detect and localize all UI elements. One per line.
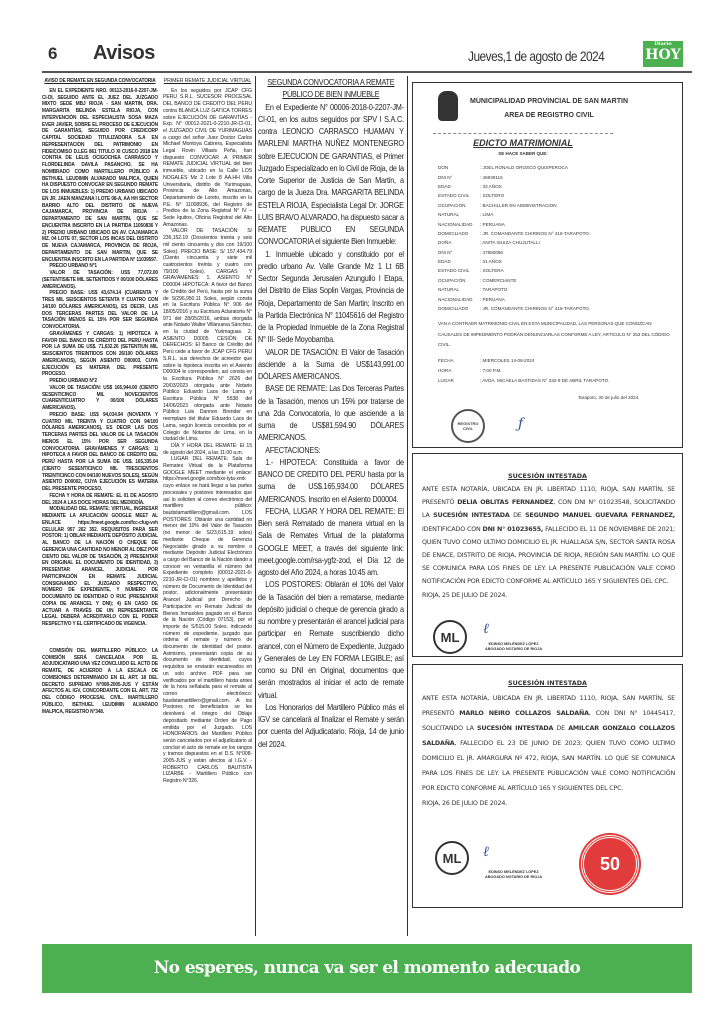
field-label: EDAD <box>438 259 451 265</box>
sucesion-intestada-box-1 <box>412 453 683 657</box>
field-row <box>438 365 678 375</box>
field-value: : AVDA. MICAELA BASTIDAS N° 332-9 DE ABRIL TARAPOTO. <box>480 377 610 383</box>
field-value: : JOEL RONALD OROSCO QUISPEROCA <box>480 165 568 171</box>
field-row <box>438 285 678 294</box>
field-value: : BACHILLER EN ADMINISTRACION <box>480 202 557 208</box>
logo-small-text: Diario <box>654 41 672 47</box>
field-label: FECHA <box>438 357 454 363</box>
column-divider <box>255 76 256 936</box>
notice-paragraph: VALOR DE TASACIÓN: US$ 77,072.00 (SETENTISIETE MIL SETENTIDOS Y 00/100 DÓLARES AMERICANOS). <box>42 270 158 290</box>
field-row <box>438 355 678 365</box>
field-label: DNI N° <box>438 249 453 255</box>
notice-paragraph: LUGAR DEL REMATE: Sala de Remates Virtual de la Plataforma GOOGLE MEET mediante el enlace: https://meet.google.com/bxx-tyta-xmk cuyo enlace se hará llegar a las partes procesales y postores interesados que así lo soliciten al correo electrónico del martillero público: bautistamartillero@gmail.com. LOS POSTORES: Oblarán una cantidad no menor del 10% del Valor de Tasación (no menor de S/23,615.19 soles) mediante Cheque de Gerencia Negociable girado a su nombre o mediante Depósito Judicial Electrónico a cargo del Banco de la Nación dando a conocer en ventanilla el número del Expediente completo (00012-2021-0-2210-JR-CI-01) nombres y apellidos y número de Documento de Identidad del postor, adicionalmente presentarán Arancel Judicial por Derecho de Participación en Remate Judicial de Bienes Inmuebles pagado en el Banco de la Nación (Código 07153), por el importe de S/515.00 Soles, indicando número de expediente, juzgado que ordena el remate y número de documento de identidad del postor. Asimismo, presentarán copia de su documento de identidad, cuyos requisitos se enviarán escaneados en un solo archivo PDF para ser verificados por el martillero hasta antes de la hora señalada para el remate al correo electrónico: bautistamartillero@gmail.com. A los Postores no beneficiados se les devolverá el íntegro del Oblaje depositado mediante Orden de Pago emitida por el Juzgado. LOS HONORARIOS del Martillero Público serán cancelados por el adjudicatario al concluir el acto de remate en los rangos y tramos dispuestos en el D.S. N°008-2005-JUS y están afectos al I.G.V. - ROBERTO CARLOS BAUTISTA LIZARBE - Martillero Público con Registro N°326. <box>163 456 252 785</box>
sucesion-text <box>422 483 675 589</box>
field-label: DOMICILIADO <box>438 230 469 236</box>
text-segment: , CON DNI N° 01023548, SOLICITANDO LA <box>422 499 676 520</box>
notice-paragraph: En los seguidos por JCAP CFG PERU S.R.L. SUCESOR PROCESAL DEL BANCO DE CREDITO DEL PERU contra BLANCA LUZ GATICA TORRES sobre EJECUCIÓN DE GARANTÍAS - Exp. N° 00012-2021-0-2210-JR-CI-01, el JUZGADO CIVIL DE YURIMAGUAS a cargo del señor Juez Doctor Carlos Michael Montoya Cabrera, Especialista Legal Rovin Villasis Peña, han dispuesto CONVOCAR A PRIMER REMATE JUDICIAL VIRTUAL del bien inmueble, ubicado en la Calle LOS NOGALES Mz 2 Lote 8 AA.HH Villa Universitaria, distrito de Yurimaguas, Provincia de Alto Amazonas, Departamento de Loreto, inscrito en la P.E. N° 11008936, del Registro de Predios de la Zona Registral N° IV – Sede Iquitos, Oficina Registral del Alto Amazonas. <box>163 87 252 228</box>
bold-name: SEGUNDO MANUEL GUEVARA FERNANDEZ, <box>525 512 675 520</box>
field-label: ESTADO CIVIL <box>438 193 470 199</box>
field-value: : 31 AÑOS <box>480 259 502 265</box>
field-row <box>438 210 678 219</box>
notice-paragraph: PRECIO BASE: US$ 43,674.14 (CUARENTA Y TRES MIL SEISCIENTOS SETENTA Y CUATRO CON 14/100 DÓLARES AMERICANOS), ES DECIR, LAS DOS TERCERAS PARTES DEL VALOR DE LA TASACIÓN MENOS EL 15% POR SER SEGUNDA CONVOCATORIA. <box>42 290 158 330</box>
notice-paragraph: Los Honorarios del Martillero Público más el IGV se cancelará al finalizar el Remate y serán por cuenta del Adjudicatario. Rioja, 14 de junio del 2024. <box>258 702 404 749</box>
bold-name: DNI N° 01023655, <box>482 525 544 533</box>
field-row <box>438 266 678 275</box>
notice-paragraph: AFECTACIONES: <box>265 445 321 455</box>
header-rule <box>42 71 692 73</box>
notary-role: ABOGADO NOTARIO DE RIOJA <box>485 875 543 879</box>
field-row <box>438 229 678 238</box>
edicto-subtitle: SE HACE SABER QUE: <box>498 151 548 156</box>
field-label: LUGAR <box>438 377 454 383</box>
edicto-notice: VAN A CONTRAER MATRIMONIO CIVIL EN ESTA MUNICIPALIDAD, LAS PERSONAS QUE CONOZCAN CAUSALES DE IMPEDIMENTO PODRÁN DENUNCIARLAS CONFORME A LEY, ARTICULO N° 253 DEL CÓDIGO CIVIL. <box>438 321 670 347</box>
registry-area: AREA DE REGISTRO CIVIL <box>504 112 594 119</box>
field-row <box>438 375 678 385</box>
edicto-title: EDICTO MATRIMONIAL <box>473 138 573 148</box>
text-segment: , CON DNI N° 10445417, SOLICITANDO LA <box>422 710 675 732</box>
notary-name <box>485 642 542 652</box>
field-row <box>438 294 678 303</box>
registry-seal: REGISTRO CIVIL <box>451 409 485 443</box>
field-value: : 7:00 P.M. <box>480 367 502 373</box>
logo-big-text: HOY <box>645 47 681 63</box>
field-label: HORA <box>438 367 452 373</box>
field-label: OCUPACIÓN <box>438 202 466 208</box>
bold-name: DELIA OBLITAS FERNANDEZ <box>457 499 554 507</box>
notary-red-seal-icon: 50 <box>581 835 639 893</box>
notice-paragraph: 1.- HIPOTECA: Constituida a favor de BANCO DE CREDITO DEL PERU hasta por la suma de US$.165,934.00 DÓLARES AMERICANOS. Inscrito en el Asiento D00004. <box>258 457 404 504</box>
field-value: : MIERCOLES 14-08-2024 <box>480 357 535 363</box>
notice-paragraph: 1. Inmueble ubicado y constituido por el predio urbano Av. Valle Grande Mz 1 Lt 6B Sector Segunda Jerusalen Azungullo I Etapa, del Distrito de Elias Soplin Vargas, Provincia de Rioja, Departamento de San Martin; Inscrito en la Partida Electrónica N° 11045616 del Registro de la Propiedad Inmueble de la Zona Registral N° III- Sede Moyobamba. <box>258 249 404 345</box>
text-segment: IDENTIFICADO CON <box>422 525 483 533</box>
sucesion-date: RIOJA, 26 DE JULIO DE 2024. <box>422 800 508 807</box>
field-label: DOMICILIADO <box>438 306 469 312</box>
field-label: NACIONALIDAD <box>438 221 473 227</box>
notary-role: ABOGADO NOTARIO DE RIOJA <box>485 647 543 651</box>
field-value: : JR. COMANDANTE CHIRINOS N° 416-TARAPOTO. <box>480 306 591 312</box>
notary-name-text: EDINSO MELÉNDEZ LÓPEZ <box>488 870 539 874</box>
notice-paragraph: LOS POSTORES: Oblarán el 10% del Valor de la Tasación del bien a rematarse, mediante depósito judicial o cheque de gerencia girado a su nombre y presentarán el arancel judicial para participar en Remate suscribiendo dicho arancel, con el Número de Expediente, Juzgado y Generales de Ley EN FORMA LEGIBLE; así como su DNI en Original, documentos que serán mostrados al iniciar el acto de remate virtual. <box>258 580 404 700</box>
edicto-matrimonial-box <box>412 82 683 448</box>
field-row <box>438 238 678 247</box>
field-label: OCUPACIÓN <box>438 277 466 283</box>
notice-segunda-convocatoria-inmueble <box>258 77 404 751</box>
notice-paragraph: COMISIÓN DEL MARTILLERO PÚBLICO: LA COMISIÓN SERÁ CANCELADA POR EL ADJUDICATARIO UNA VEZ CONCLUIDO EL ACTO DE REMATE, DE ACUERDO A LA ESCALA DE COMISIONES DETERMINADO EN EL ART. 18 DEL DECRETO SUPREMO N°008-2005-JUS Y ESTÁN AFECTOS AL IGV, CONCORDANTE CON EL ART. 732 DEL CÓDIGO PROCESAL CIVIL. MARTILLERO PÚBLICO, BETHUEL LEUDIMIN ALVARADO MALPICA, REGISTRO N°348. <box>42 647 158 715</box>
bold-name: SUCESIÓN INTESTADA <box>477 725 554 732</box>
notice-paragraph: FECHA Y HORA DE REMATE: EL 01 DE AGOSTO DEL 2024 A LAS DOCE HORAS DEL MEDIODÍA. <box>42 492 158 506</box>
newspaper-logo <box>643 41 683 67</box>
municipality-header <box>459 95 639 123</box>
sucesion-title: SUCESIÓN INTESTADA <box>508 679 587 687</box>
notice-paragraph: GRAVÁMENES Y CARGAS: 1) HIPOTECA A FAVOR DEL BANCO DE CRÉDITO DEL PERÚ HASTA POR LA SUMA DE US$. 71,632.26 (SETENTIUN MIL SEISCIENTOS TREINTIDOS CON 26/100 DÓLARES AMERICANOS), SEGÚN ASIENTO D00003, CUYA EJECUCIÓN ES MATERIA DEL PRESENTE PROCESO. <box>42 330 158 378</box>
field-label: DNI N° <box>438 174 453 180</box>
edicto-event <box>438 355 678 385</box>
text-segment: , FALLECIDO EL 23 DE JUNIO DE 2023; QUIEN TUVO COMO ULTIMO DOMICILIO EL JR. AMARGURA Nº 472, RIOJA, SAN MARTÍN. LO QUE SE COMUNICA PARA LOS FINES DE LEY. LA PRESENTE PUBLICACIÓN VALE COMO NOTIFICACIÓN POR EDICTO CONFORME AL ARTÍCULO 165 Y SIGUIENTES DEL CPC. <box>422 740 675 792</box>
notice-paragraph: En el Expediente N° 00006-2018-0-2207-JM-CI-01, en los autos seguidos por SPV I S.A.C. contra LEONCIO CARRASCO HUAMAN Y MARLENI MARTHA NUÑEZ MONTENEGRO sobre EJECUCION DE GARANTIAS, el Primer Juzgado Especializado en lo Civil de Rioja, de la Corte Superior de Justicia de San Martin, a cargo de la Jueza Dra. MARGARITA BELINDA ESTELA RIOJA, Especialista Legal Dr. JORGE LUIS BRAVO ALVARADO, ha dispuesto sacar a REMATE PUBLICO EN SEGUNDA CONVOCATORIA el siguiente Bien Inmueble: <box>258 102 404 247</box>
field-value: : LIMA <box>480 212 494 218</box>
text-segment: ANTE ESTA NOTARÍA, UBICADA EN JR. LIBERTAD 1110, RIOJA, SAN MARTÍN, SE PRESENTÓ <box>422 695 675 717</box>
text-segment: DE <box>509 512 526 520</box>
column-divider <box>407 76 408 936</box>
notice-paragraph: DÍA Y HORA DEL REMATE: El 15 de agosto del 2024, a las 11:00 a.m. <box>163 442 252 456</box>
page-number: 6 <box>48 44 58 63</box>
field-row <box>438 304 678 313</box>
footer-banner: No esperes, nunca va ser el momento adecuado <box>42 944 692 993</box>
field-value: : JR. COMANDANTE CHIRINOS N° 416-TARAPOTO. <box>480 230 591 236</box>
sucesion-intestada-box-2 <box>412 664 683 908</box>
field-row <box>438 172 678 181</box>
notice-paragraph: FECHA, LUGAR Y HORA DEL REMATE: El Bien será Rematado de manera virtual en la Sala de Remates Virtual de la plataforma GOOGLE MEET, a través del siguiente link: meet.google.com/rsa-ygfz-zod, el Día 12 de agosto del Año 2024, a horas 10:45 am. <box>258 506 404 577</box>
field-row <box>438 163 678 172</box>
notice-paragraph: VALOR DE TASACIÓN: El Valor de Tasación asciende a la Suma de US$143,991.00 DÓLARES AMERICANOS. <box>258 347 404 381</box>
notice-title: AVISO DE REMATE EN SEGUNDA CONVOCATORIA <box>44 78 156 84</box>
bold-name: SUCESIÓN INTESTADA <box>433 512 510 520</box>
municipal-crest-icon <box>438 91 458 121</box>
field-label: DON <box>438 165 449 171</box>
sucesion-body <box>422 691 675 811</box>
edicto-fields <box>438 163 678 313</box>
field-row <box>438 191 678 200</box>
field-row <box>438 182 678 191</box>
notary-seal-icon: ML <box>435 841 469 875</box>
field-value: : 47850066 <box>480 249 503 255</box>
field-row <box>438 219 678 228</box>
field-value: : ANITA ISUIZA CHUJUTALLI <box>480 240 540 246</box>
notice-paragraph: PREDIO URBANO N°2 <box>49 378 97 384</box>
field-label: ESTADO CIVIL <box>438 268 470 274</box>
notice-paragraph: EN EL EXPEDIENTE NRO. 00113-2016-0-2207-JM-CI-DI, SEGUIDO ANTE EL JUEZ DEL JUZGADO MIXTO SEDE MBJ RIOJA - SAN MARTIN, DRA. MARGARITA BELINDA ESTELA RIOJA, CON INTERVENCIÓN DEL ESPECIALISTA SOSA MAZA EVER JAVIER, SOBRE EL PROCESO DE EJECUCIÓN DE GARANTÍAS, SEGUIDO POR CREDICORP CAPITAL SOCIEDAD TITULIZADORA S.A EN REPRESENTACION DEL PATRIMONIO EN FIDEICOMISO D.LEG 861 TITULO XI CUSCO 2018 EN CONTRA DE LELIS OCIGOCHEA CARRASCO Y FLORDELINDA DAVILA PASANCHO, SE HA NOMBRADO COMO MARTILLERO PÚBLICO A BETHUEL LEUDIMIN ALVARADO MALPICA, QUIEN HA DISPUESTO CONVOCAR EN SEGUNDO REMATE DE LOS INMUEBLES: 1) PREDIO URBANO UBICADO EN JR. JAEN MANZANA I LOTE 08-A, AA HH SECTOR BARRIO ALTO DEL DISTRITO DE NUEVA CAJAMARCA, PROVINCIA DE RIOJA - DEPARTAMENTO DE SAN MARTIN, QUE SE ENCUENTRA INSCRITO EN LA PARTIDA 11050836 Y 2) PREDIO URBANO UBICADO EN AV. CAJAMARCA MZ. 04 LOTE 07, SECTOR LOS INCAS DEL DISTRITO DE NUEVA CAJAMARCA, PROVINCIA DE RIOJA, DEPARTAMENTO DE SAN MARTIN, QUE SE ENCUENTRA INSCRITO EN LA PARTIDA N° 11039597. <box>42 87 158 263</box>
notice-primer-remate-virtual <box>163 78 252 785</box>
field-label: NACIONALIDAD <box>438 296 473 302</box>
field-value: : 46839116 <box>480 174 503 180</box>
divider <box>433 133 613 134</box>
field-label: NATURAL <box>438 212 460 218</box>
notice-paragraph: BASE DE REMATE: Las Dos Terceras Partes de la Tasación, menos un 15% por tratarse de una 2da Convocatoria, lo que asciende a la suma de US$81,594.90 DÓLARES AMERICANOS. <box>258 384 404 443</box>
field-row <box>438 257 678 266</box>
sucesion-title: SUCESIÓN INTESTADA <box>508 472 587 480</box>
sucesion-text <box>422 691 675 796</box>
section-title: Avisos <box>93 42 155 64</box>
notary-name <box>485 870 542 880</box>
municipality-name: MUNICIPALIDAD PROVINCIAL DE SAN MARTIN <box>469 98 629 105</box>
field-value: : SOLTERA <box>480 268 504 274</box>
field-row <box>438 201 678 210</box>
sucesion-date: RIOJA, 25 DE JULIO DE 2024. <box>422 591 508 599</box>
edicto-place-date: Tarapoto, 30 de julio del 2024. <box>578 395 640 400</box>
field-value: : TARAPOTO <box>480 287 508 293</box>
notary-seal-icon: ML <box>433 620 467 654</box>
text-segment: FALLECIDO EL 11 DE NOVIEMBRE DE 2021; QUIEN TUVO COMO ULTIMO DOMICILIO EL JR. HUALLAGA S/N, SECTOR SANTA ROSA DE ENACE, DISTRITO DE RIOJA, PROVINCIA DE RIOJA, REGIÓN SAN MARTÍN. LO QUE SE COMUNICA PARA LOS FINES DE LEY. LA PRESENTE PUBLICACIÓN VALE COMO NOTIFICACIÓN POR EDICTO CONFORME AL ARTÍCULO 165 Y SIGUIENTES DEL CPC. <box>422 525 675 586</box>
sucesion-body <box>422 483 675 602</box>
notice-paragraph: MODALIDAD DEL REMATE: VIRTUAL, INGRESAR MEDIANTE LA APLICACIÓN GOOGLE MEET AL ENLACE https://meet.google.com/fcc-cfug-vvh CELULAR 957 262 352. REQUISITOS PARA SER POSTOR: 1) OBLAR MEDIANTE DEPÓSITO JUDICIAL AL BANCO DE LA NACIÓN O CHEQUE DE GERENCIA UNA CANTIDAD NO MENOR AL DIEZ POR CIENTO DEL VALOR DE TASACIÓN, 2) PRESENTAR EN ORIGINAL EL DOCUMENTO DE IDENTIDAD, 3) PRESENTAR ARANCEL JUDICIAL POR PARTICIPACIÓN EN REMATE JUDICIAL CONSIGNANDO EL JUZGADO RESPECTIVO, NÚMERO DE EXPEDIENTE, Y NÚMERO DE DOCUMENTO DE IDENTIDAD O RUC (PRESENTAR COPIA DE ARANCEL Y DNI); 4) EN CASO DE ACTUAR A TRAVÉS DE UN REPRESENTANTE LEGAL DEBERÁ ACREDITARLO CON EL PODER RESPECTIVO Y EL CERTIFICADO DE VIGENCIA. <box>42 506 158 627</box>
field-label: DOÑA <box>438 240 452 246</box>
notice-paragraph: VALOR DE TASACIÓN: US$ 165,944.00 (CIENTO SESENTICINCO MIL NOVECIENTOS CUARENTICUATRO Y 00/100 DÓLARES AMERICANOS). <box>42 384 158 411</box>
field-row <box>438 276 678 285</box>
field-label: EDAD <box>438 183 451 189</box>
signature: ℓ <box>483 621 489 637</box>
field-value: : COMERCIANTE <box>480 277 517 283</box>
text-segment: ANTE ESTA NOTARÍA, UBICADA EN JR. LIBERTAD 1110, RIOJA, SAN MARTÍN, SE PRESENTÓ <box>422 486 675 507</box>
field-value: : SOLTERO <box>480 193 505 199</box>
notice-title: SEGUNDA CONVOCATORIA A REMATE PÚBLICO DE BIEN INMUEBLE <box>267 78 395 100</box>
bold-name: MARLO NEIRO COLLAZOS SALDAÑA <box>459 710 589 717</box>
notice-paragraph: PRECIO URBANO N°1 <box>49 263 97 270</box>
signature: ƒ <box>518 416 524 432</box>
notice-remate-segunda-convocatoria <box>42 78 158 715</box>
publication-date: Jueves,1 de agosto de 2024 <box>468 48 605 64</box>
field-value: : 33 AÑOS <box>480 183 502 189</box>
text-segment: DE <box>553 725 569 732</box>
field-value: : PERUANA <box>480 296 505 302</box>
field-row <box>438 248 678 257</box>
notice-paragraph: PRECIO BASE: US$ 94,034.94 (NOVENTA Y CUATRO MIL TREINTA Y CUATRO CON 94/100 DÓLARES AMERICANOS), ES DECIR LAS DOS TERCERAS PARTES DEL VALOR DE LA TASACIÓN MENOS EL 15% POR SER SEGUNDA CONVOCATORIA. GRAVÁMENES Y CARGAS: 1) HIPOTECA A FAVOR DEL BANCO DE CRÉDITO DEL PERÚ HASTA POR LA SUMA DE US$. 165,335.04 (CIENTO SESENTICINCO MIL TRESCIENTOS TREINTICINCO CON 04/100 NUEVOS SOLES), SEGÚN ASIENTO D00002, CUYA EJECUCIÓN ES MATERIA DEL PRESENTE PROCESO. <box>42 411 158 492</box>
field-label: NATURAL <box>438 287 460 293</box>
notary-name-text: EDINSO MELÉNDEZ LÓPEZ <box>488 642 539 646</box>
notice-paragraph: VALOR DE TASACIÓN: S/ 236,152.19 (Doscientos treinta y seis mil ciento cincuenta y dos con 19/100 Soles). PRECIO BASE: S/ 157,434.79 (Ciento cincuenta y siete mil cuatrocientos treinta y cuatro con 79/100 Soles). CARGAS Y GRAVÁMENES: 1. ASIENTO N° D00004 HIPOTECA: A favor del Banco de Crédito del Perú, hasta por la suma de S/296,950.11 Soles, según consta en la Escritura Pública N° 906 del 18/05/2016 y su Escritura Aclaratoria N° 971 del 28/05/2016, ambas otorgada ante Notario Walter Villanueva Sánchez, en la ciudad de Yurimaguas. 2. ASIENTO D0005 CESIÓN DE DERECHOS: El Banco de Crédito del Perú cede a favor de JCAP CFG PERU S.R.L. sus derechos de acreedor que sobre la hipoteca inscrita en el Asiento D00004 le corresponden, así consta en la Escritura Pública N° 2626 del 20/03/2023 otorgada ante Notario Público Eduardo Laos de Lama y Escritura Pública N° 5538 del 14/06/2023 otorgada ante Notario Público Luis Dannon Brender en reemplazo del titular Eduardo Laos de Lama, según licencia concedida por el Colegio de Notarios de Lima, en la ciudad de Lima. <box>163 228 252 443</box>
bold-name: AMILCAR GONZALO COLLAZOS SALDAÑA <box>422 725 675 747</box>
signature: ℓ <box>483 844 489 860</box>
notice-title: PRIMER REMATE JUDICIAL VIRTUAL <box>163 78 252 84</box>
field-value: : PERUANA <box>480 221 505 227</box>
